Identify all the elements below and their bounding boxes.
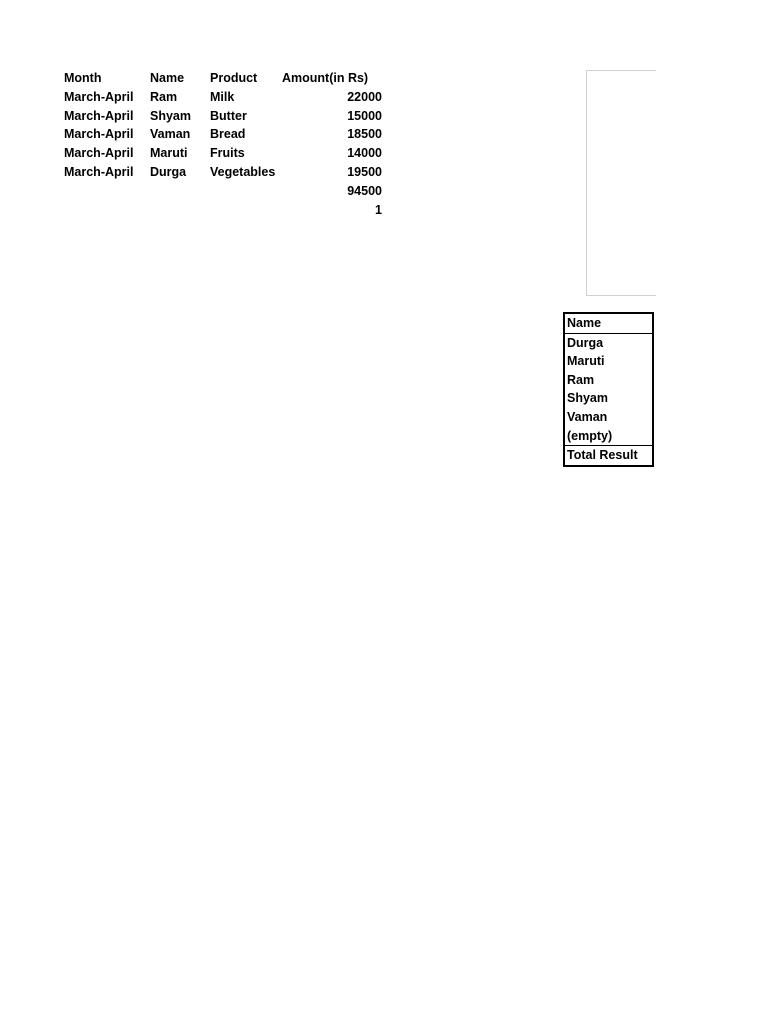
cell-name[interactable]: Vaman [150,127,191,142]
pivot-item[interactable]: (empty) [567,428,613,443]
pivot-item[interactable]: Maruti [567,354,605,369]
pivot-table [563,312,653,467]
cell-month[interactable]: March-April [64,146,134,161]
cell-amount[interactable]: 18500 [347,127,382,142]
total-row [64,182,394,201]
cell-name[interactable]: Shyam [150,108,191,123]
cell-product[interactable]: Fruits [210,146,245,161]
cell-total-amount[interactable]: 94500 [347,183,382,198]
table-row [64,125,394,144]
pivot-total-result[interactable]: Total Result [565,445,653,465]
cell-month[interactable]: March-April [64,164,134,179]
pivot-item[interactable]: Shyam [567,391,608,406]
header-name[interactable]: Name [150,71,185,85]
cell-extra-value[interactable]: 1 [375,202,382,217]
cell-month[interactable]: March-April [64,89,134,104]
cell-name[interactable]: Ram [150,89,178,104]
cell-amount[interactable]: 22000 [347,89,382,104]
data-table [64,69,394,219]
table-row [64,88,394,107]
extra-row [64,201,394,220]
header-amount[interactable]: Amount(in Rs) [282,71,369,85]
cell-product[interactable]: Vegetables [210,164,276,179]
cell-name[interactable]: Maruti [150,146,188,161]
table-header-row [64,69,394,88]
pivot-item[interactable]: Ram [567,372,595,387]
cell-product[interactable]: Bread [210,127,246,142]
cell-month[interactable]: March-April [64,108,134,123]
cell-amount[interactable]: 15000 [347,108,382,123]
table-row [64,163,394,182]
cell-product[interactable]: Butter [210,108,247,123]
table-row [64,144,394,163]
cell-amount[interactable]: 14000 [347,146,382,161]
pivot-item[interactable]: Vaman [567,409,608,424]
pivot-item[interactable]: Durga [567,335,604,350]
table-row [64,107,394,126]
pivot-header-name[interactable]: Name [565,314,653,334]
empty-chart-frame[interactable] [586,70,656,296]
cell-month[interactable]: March-April [64,127,134,142]
header-month[interactable]: Month [64,71,102,85]
header-product[interactable]: Product [210,71,258,85]
cell-product[interactable]: Milk [210,89,235,104]
cell-name[interactable]: Durga [150,164,187,179]
cell-amount[interactable]: 19500 [347,164,382,179]
